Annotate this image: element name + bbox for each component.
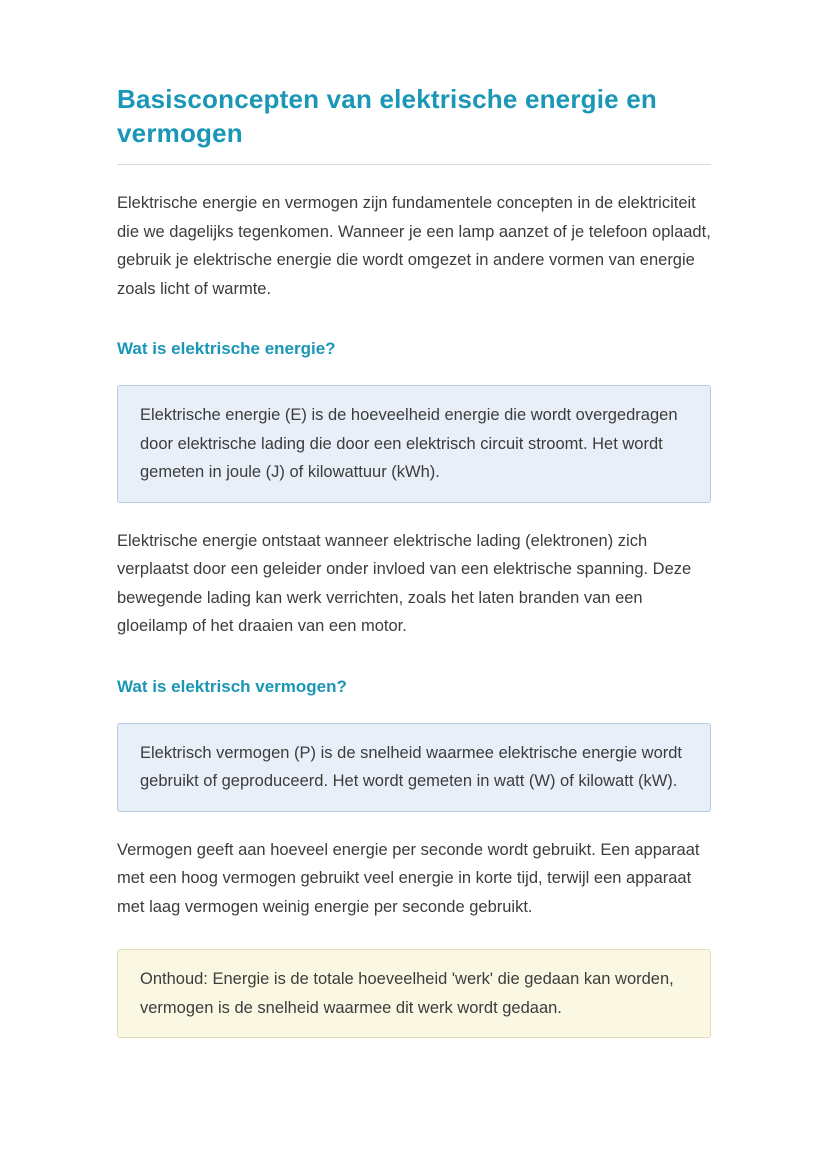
intro-paragraph: Elektrische energie en vermogen zijn fundamentele concepten in de elektriciteit die we dagelijks tegenkomen. Wanneer je een lamp aanzet of je telefoon oplaadt, gebruik je elektrische energie die wordt omgezet in andere vormen van energie zoals licht of warmte. — [117, 194, 711, 298]
definition-text-energie: Elektrische energie (E) is de hoeveelheid energie die wordt overgedragen door elektrische lading die door een elektrisch circuit stroomt. Het wordt gemeten in joule (J) of kilowattuur (kWh). — [140, 406, 678, 481]
note-text: Onthoud: Energie is de totale hoeveelheid 'werk' die gedaan kan worden, vermogen is de snelheid waarmee dit werk wordt gedaan. — [140, 970, 674, 1017]
section-heading-elektrische-energie: Wat is elektrische energie? — [117, 339, 336, 358]
body-paragraph-energie: Elektrische energie ontstaat wanneer elektrische lading (elektronen) zich verplaatst door een geleider onder invloed van een elektrische spanning. Deze bewegende lading kan werk verrichten, zoals het laten branden van een gloeilamp of het draaien van een motor. — [117, 531, 692, 635]
definition-text-vermogen: Elektrisch vermogen (P) is de snelheid waarmee elektrische energie wordt gebruikt of geproduceerd. Het wordt gemeten in watt (W) of kilowatt (kW). — [140, 743, 682, 790]
definition-box-energie — [117, 385, 711, 503]
note-box-onthoud — [117, 949, 711, 1038]
title-divider — [117, 164, 711, 165]
body-paragraph-vermogen: Vermogen geeft aan hoeveel energie per seconde wordt gebruikt. Een apparaat met een hoog vermogen gebruikt veel energie in korte tijd, terwijl een apparaat met laag vermogen weinig energie per seconde gebruikt. — [117, 840, 700, 916]
definition-box-vermogen — [117, 723, 711, 812]
page-title: Basisconcepten van elektrische energie en vermogen — [117, 84, 657, 148]
section-heading-elektrisch-vermogen: Wat is elektrisch vermogen? — [117, 676, 347, 696]
